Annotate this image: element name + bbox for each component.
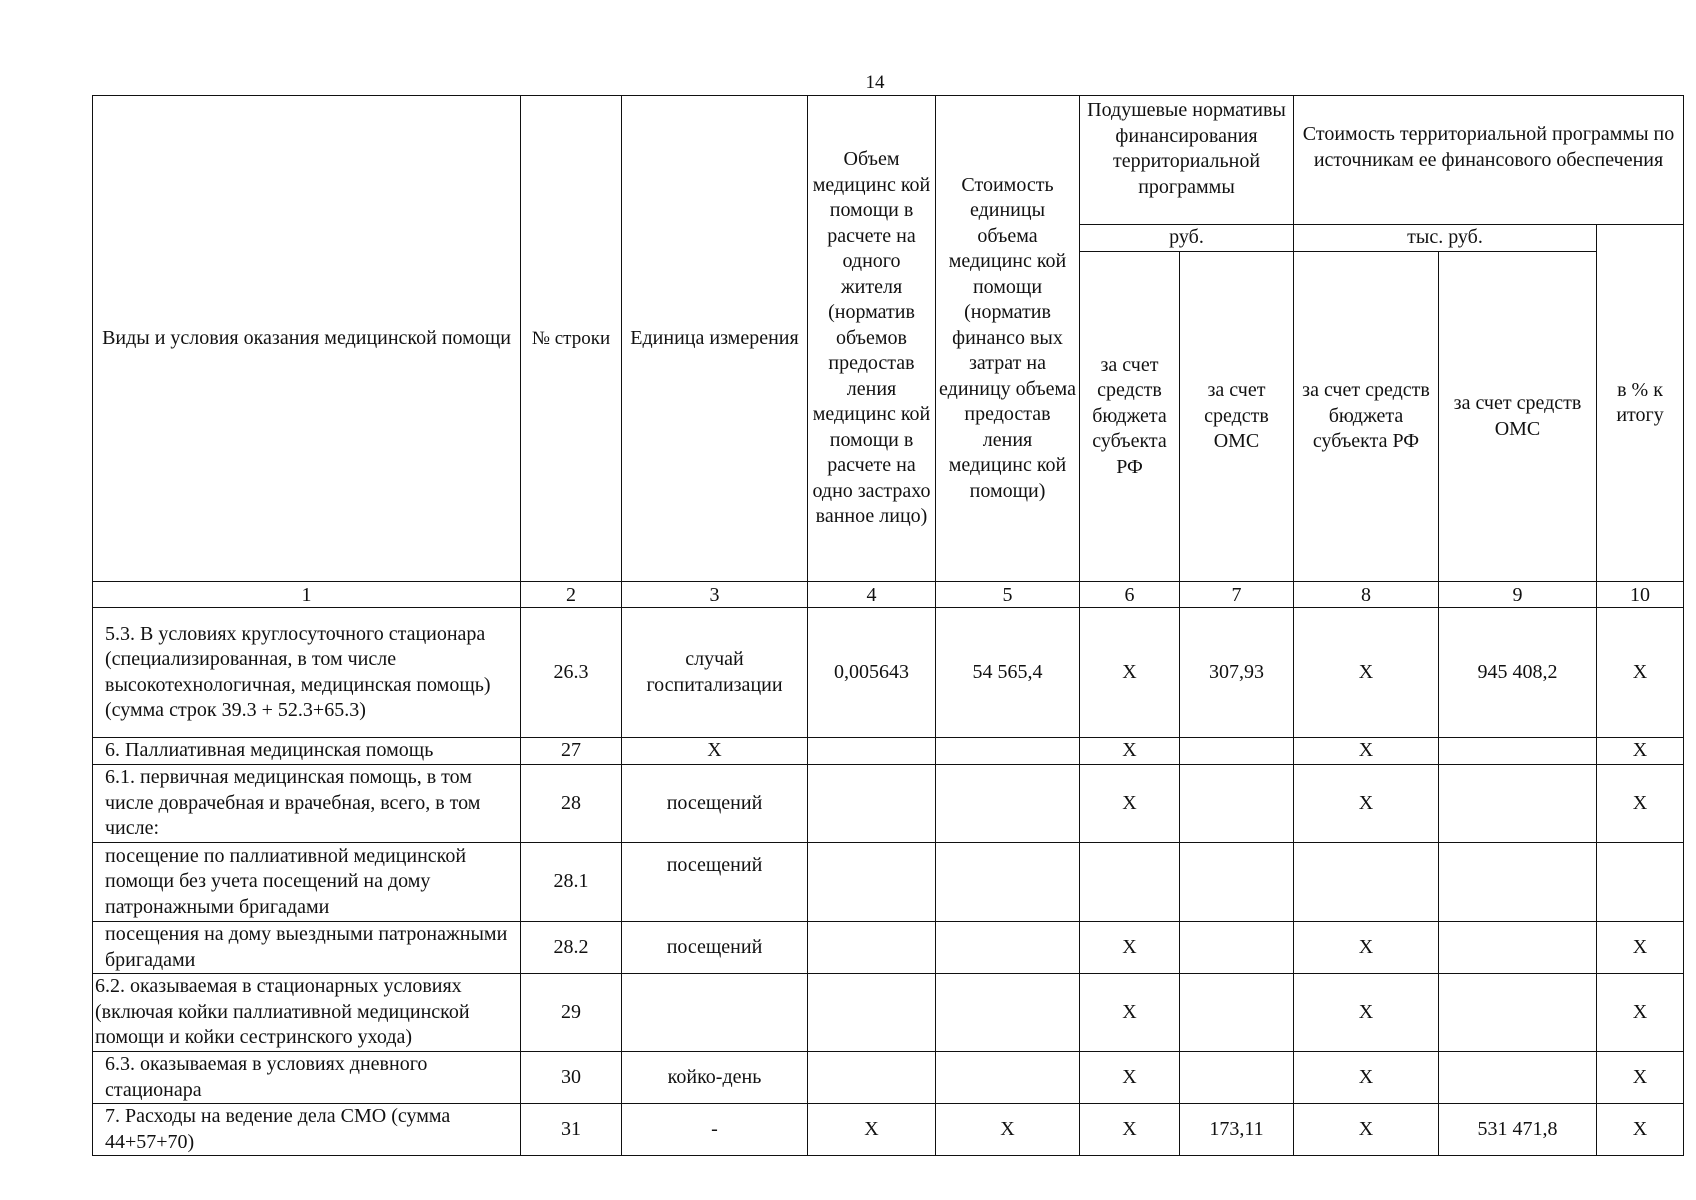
row-unit: случай госпитализации (622, 608, 808, 738)
row-budget-rub: Х (1080, 974, 1180, 1052)
row-number: 28.2 (521, 922, 622, 974)
header-volume: Объем медицинс кой помощи в расчете на одного жителя (норматив объемов предостав ления медицинс кой помощи в расчете на одно застрахо ванное лицо) (808, 96, 936, 582)
row-volume (808, 843, 936, 922)
column-number: 6 (1080, 582, 1180, 608)
row-volume (808, 765, 936, 843)
row-volume (808, 974, 936, 1052)
row-oms-thous: 531 471,8 (1439, 1104, 1597, 1156)
financing-table (92, 95, 1684, 1156)
row-unit: посещений (622, 843, 808, 922)
row-percent: Х (1597, 608, 1684, 738)
row-number: 30 (521, 1052, 622, 1104)
row-description: 6.3. оказываемая в условиях дневного стационара (93, 1052, 521, 1104)
row-budget-thous: Х (1294, 1104, 1439, 1156)
row-oms-thous (1439, 922, 1597, 974)
row-budget-thous (1294, 843, 1439, 922)
row-volume (808, 738, 936, 765)
header-unit-rub: руб. (1080, 225, 1294, 252)
row-description: 6.1. первичная медицинская помощь, в том числе доврачебная и врачебная, всего, в том числе: (93, 765, 521, 843)
row-budget-thous: Х (1294, 1052, 1439, 1104)
row-oms-rub (1180, 1052, 1294, 1104)
header-unit-cost: Стоимость единицы объема медицинс кой помощи (норматив финансо вых затрат на единицу объема предостав ления медицинс кой помощи) (936, 96, 1080, 582)
row-budget-rub (1080, 843, 1180, 922)
row-percent: Х (1597, 1104, 1684, 1156)
header-row-number: № строки (521, 96, 622, 582)
header-budget-rub: за счет средств бюджета субъекта РФ (1080, 252, 1180, 582)
row-budget-thous: Х (1294, 738, 1439, 765)
table-row (93, 974, 1684, 1052)
row-budget-rub: Х (1080, 922, 1180, 974)
row-budget-thous: Х (1294, 765, 1439, 843)
row-number: 26.3 (521, 608, 622, 738)
header-per-capita-group: Подушевые нормативы финансирования территориальной программы (1080, 96, 1294, 225)
column-number: 3 (622, 582, 808, 608)
table-row (93, 608, 1684, 738)
row-unit-cost (936, 765, 1080, 843)
row-unit: посещений (622, 922, 808, 974)
row-unit-cost (936, 922, 1080, 974)
page-number: 14 (865, 72, 885, 93)
header-cost-group: Стоимость территориальной программы по источникам ее финансового обеспечения (1294, 96, 1684, 225)
row-oms-rub: 173,11 (1180, 1104, 1294, 1156)
row-unit-cost (936, 1052, 1080, 1104)
row-budget-rub: Х (1080, 738, 1180, 765)
row-budget-thous: Х (1294, 974, 1439, 1052)
row-budget-rub: Х (1080, 1052, 1180, 1104)
header-budget-thous: за счет средств бюджета субъекта РФ (1294, 252, 1439, 582)
column-number: 10 (1597, 582, 1684, 608)
row-budget-rub: Х (1080, 765, 1180, 843)
row-unit (622, 974, 808, 1052)
row-volume (808, 1052, 936, 1104)
row-description: посещение по паллиативной медицинской помощи без учета посещений на дому патронажными бригадами (93, 843, 521, 922)
row-percent: Х (1597, 1052, 1684, 1104)
row-percent: Х (1597, 974, 1684, 1052)
header-percent-total: в % к итогу (1597, 225, 1684, 582)
row-oms-thous (1439, 765, 1597, 843)
row-budget-thous: Х (1294, 608, 1439, 738)
row-unit-cost: Х (936, 1104, 1080, 1156)
row-volume: Х (808, 1104, 936, 1156)
column-number: 2 (521, 582, 622, 608)
row-unit-cost: 54 565,4 (936, 608, 1080, 738)
table-row (93, 1104, 1684, 1156)
column-number: 9 (1439, 582, 1597, 608)
row-unit-cost (936, 843, 1080, 922)
header-row-1 (93, 96, 1684, 225)
row-oms-rub (1180, 922, 1294, 974)
row-oms-rub: 307,93 (1180, 608, 1294, 738)
row-oms-thous: 945 408,2 (1439, 608, 1597, 738)
header-care-types: Виды и условия оказания медицинской помощи (93, 96, 521, 582)
table-row (93, 1052, 1684, 1104)
row-oms-thous (1439, 1052, 1597, 1104)
table-row (93, 738, 1684, 765)
row-number: 28.1 (521, 843, 622, 922)
header-oms-thous: за счет средств ОМС (1439, 252, 1597, 582)
row-oms-rub (1180, 738, 1294, 765)
table-row (93, 765, 1684, 843)
row-oms-thous (1439, 843, 1597, 922)
row-number: 27 (521, 738, 622, 765)
column-number: 4 (808, 582, 936, 608)
row-number: 29 (521, 974, 622, 1052)
row-budget-rub: Х (1080, 1104, 1180, 1156)
row-description: 7. Расходы на ведение дела СМО (сумма 44+57+70) (93, 1104, 521, 1156)
row-unit: койко-день (622, 1052, 808, 1104)
row-number: 31 (521, 1104, 622, 1156)
row-oms-rub (1180, 974, 1294, 1052)
row-volume: 0,005643 (808, 608, 936, 738)
row-volume (808, 922, 936, 974)
column-number: 7 (1180, 582, 1294, 608)
row-number: 28 (521, 765, 622, 843)
row-description: 6. Паллиативная медицинская помощь (93, 738, 521, 765)
row-budget-thous: Х (1294, 922, 1439, 974)
row-description: 6.2. оказываемая в стационарных условиях (включая койки паллиативной медицинской помощи и койки сестринского ухода) (93, 974, 521, 1052)
table-row (93, 922, 1684, 974)
row-percent: Х (1597, 765, 1684, 843)
row-budget-rub: Х (1080, 608, 1180, 738)
row-percent: Х (1597, 922, 1684, 974)
row-oms-thous (1439, 974, 1597, 1052)
header-oms-rub: за счет средств ОМС (1180, 252, 1294, 582)
row-oms-rub (1180, 843, 1294, 922)
row-percent: Х (1597, 738, 1684, 765)
column-number: 8 (1294, 582, 1439, 608)
row-description: 5.3. В условиях круглосуточного стационара (специализированная, в том числе высокотехнологичная, медицинская помощь) (сумма строк 39.3 + 52.3+65.3) (93, 608, 521, 738)
row-unit: посещений (622, 765, 808, 843)
row-unit-cost (936, 738, 1080, 765)
row-unit: Х (622, 738, 808, 765)
header-unit-thous-rub: тыс. руб. (1294, 225, 1597, 252)
row-oms-thous (1439, 738, 1597, 765)
row-description: посещения на дому выездными патронажными бригадами (93, 922, 521, 974)
row-unit: - (622, 1104, 808, 1156)
column-numbers-row (93, 582, 1684, 608)
row-oms-rub (1180, 765, 1294, 843)
column-number: 1 (93, 582, 521, 608)
table-row (93, 843, 1684, 922)
column-number: 5 (936, 582, 1080, 608)
row-unit-cost (936, 974, 1080, 1052)
header-unit: Единица измерения (622, 96, 808, 582)
row-percent (1597, 843, 1684, 922)
